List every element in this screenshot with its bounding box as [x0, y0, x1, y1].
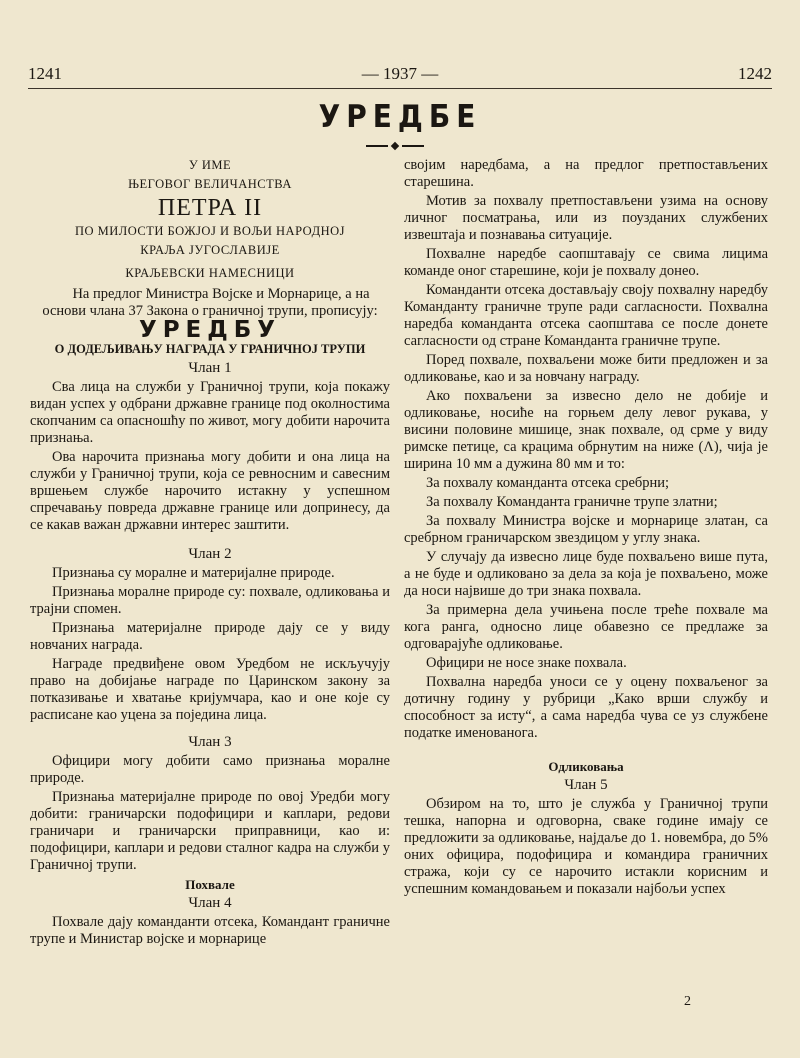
paragraph: Признања моралне природе су: похвале, одликовања и трајни спомен.: [30, 584, 390, 617]
page-number-right: 1242: [738, 64, 772, 83]
paragraph: У случају да извесно лице буде похваљено више пута, а не буде и одликовано за дела за која је похваљено, може да носи највише до три знака похвала.: [404, 549, 768, 599]
paragraph: За похвалу команданта отсека сребрни;: [426, 475, 670, 491]
paragraph: Обзиром на то, што је служба у Граничној трупи тешка, напорна и одговорна, сваке године имају се предложити за одликовање, најдаље до 1. новембра, до 5% оних официра, подофицира и командира граничних стража, који су се нарочито истакли корисним и успешним командовањем и показали најбољи успех: [404, 796, 768, 897]
article-2-heading: Члан 2: [188, 546, 232, 562]
paragraph: Признања материјалне природе дају се у виду новчаних награда.: [30, 620, 390, 653]
section-heading-praise: Похвале: [185, 877, 235, 892]
right-column: [404, 157, 768, 900]
sheet-number: 2: [684, 994, 691, 1009]
paragraph: Мотив за похвалу претпостављени узима на основу личног посматрања, или из поузданих службених извештаја и познавања ситуације.: [404, 193, 768, 243]
paragraph: Команданти отсека достављају своју похвалну наредбу Команданту граничне трупе ради сагласности. Похвална наредба команданта отсека саопштава се после донете сагласности од стране Команданта граничне трупе.: [404, 282, 768, 349]
paragraph: Похвална наредба уноси се у оцену похваљеног за дотичну годину у рубрици „Како врши службу и способност за исту“, а сама наредба чува се уз службене податке именованога.: [404, 674, 768, 741]
header-rule: [28, 88, 772, 89]
year-heading: — 1937 —: [361, 64, 439, 83]
article-5-heading: Члан 5: [564, 777, 608, 793]
title-ornament: [366, 143, 426, 149]
paragraph: Похвале дају команданти отсека, Командант граничне трупе и Министар војске и морнарице: [30, 914, 390, 947]
king-name: ПЕТРА II: [157, 195, 263, 221]
intro-line-4: КРАЉА ЈУГОСЛАВИЈЕ: [140, 243, 280, 257]
article-1-heading: Члан 1: [188, 360, 232, 376]
decree-subtitle: О ДОДЕЉИВАЊУ НАГРАДА У ГРАНИЧНОЈ ТРУПИ: [54, 342, 366, 356]
regents-line: КРАЉЕВСКИ НАМЕСНИЦИ: [125, 266, 295, 280]
preamble: На предлог Министра Војске и Морнарице, а на основи члана 37 Закона о граничној трупи, прописују:: [42, 286, 378, 319]
paragraph: Официри могу добити само признања моралне природе.: [30, 753, 390, 786]
left-column: [30, 157, 390, 950]
paragraph: својим наредбама, а на предлог претпостављених старешина.: [404, 157, 768, 190]
page-title: УРЕДБЕ: [318, 98, 482, 135]
decree-heading: УРЕДБУ: [138, 317, 282, 343]
paragraph: Признања материјалне природе по овој Уредби могу добити: граничарски подофицири и каплари, редови граничари и граничарски приправници, као и: подофицири, каплари и редови сталног кадра на служби у Граничној трупи.: [30, 789, 390, 873]
intro-line-3: ПО МИЛОСТИ БОЖЈОЈ И ВОЉИ НАРОДНОЈ: [74, 224, 346, 238]
intro-line-1: У ИМЕ: [188, 158, 232, 172]
paragraph: Признања су моралне и материјалне природе.: [52, 565, 335, 581]
paragraph: За примерна дела учињена после треће похвале ма кога ранга, односно лице обавезно се предлаже за одговарајуће одликовање.: [404, 602, 768, 652]
intro-line-2: ЊЕГОВОГ ВЕЛИЧАНСТВА: [128, 177, 292, 191]
paragraph: Ако похваљени за извесно дело не добије и одликовање, носиће на горњем делу левог рукава, у висини половине мишице, знак похвале, од срме у виду римске петице, са крацима обрнутим на ниже (Λ), чија је ширина 10 мм а дужина 80 мм и то:: [404, 388, 768, 472]
article-3-heading: Члан 3: [188, 734, 232, 750]
paragraph: Поред похвале, похваљени може бити предложен и за одликовање, као и за новчану награду.: [404, 352, 768, 385]
page-number-left: 1241: [28, 64, 62, 83]
page-header: [28, 64, 772, 86]
section-heading-decorations: Одликовања: [548, 759, 624, 774]
paragraph: Официри не носе знаке похвала.: [426, 655, 627, 671]
paragraph: Похвалне наредбе саопштавају се свима лицима команде оног старешине, који је похвалу донео.: [404, 246, 768, 279]
paragraph: Ова нарочита признања могу добити и она лица на служби у Граничној трупи, која се ревносним и савесним вршењем службе нарочито истакну у успешном спречавању повреда државне границе или допринесу, да се какав важан државни интерес заштити.: [30, 449, 390, 533]
paragraph: За похвалу Министра војске и морнарице златан, са сребрном граничарском звездицом у углу знака.: [404, 513, 768, 546]
paragraph: За похвалу Команданта граничне трупе златни;: [426, 494, 718, 510]
paragraph: Сва лица на служби у Граничној трупи, која покажу видан успех у одбрани државне границе под околностима скопчаним са опасношћу по живот, могу добити нарочита признања.: [30, 379, 390, 446]
paragraph: Награде предвиђене овом Уредбом не искључују право на добијање награде по Царинском закону за потказивање и хватање кријумчара, као и оне које су расписане као уцена за поједина лица.: [30, 656, 390, 723]
article-4-heading: Члан 4: [188, 895, 232, 911]
